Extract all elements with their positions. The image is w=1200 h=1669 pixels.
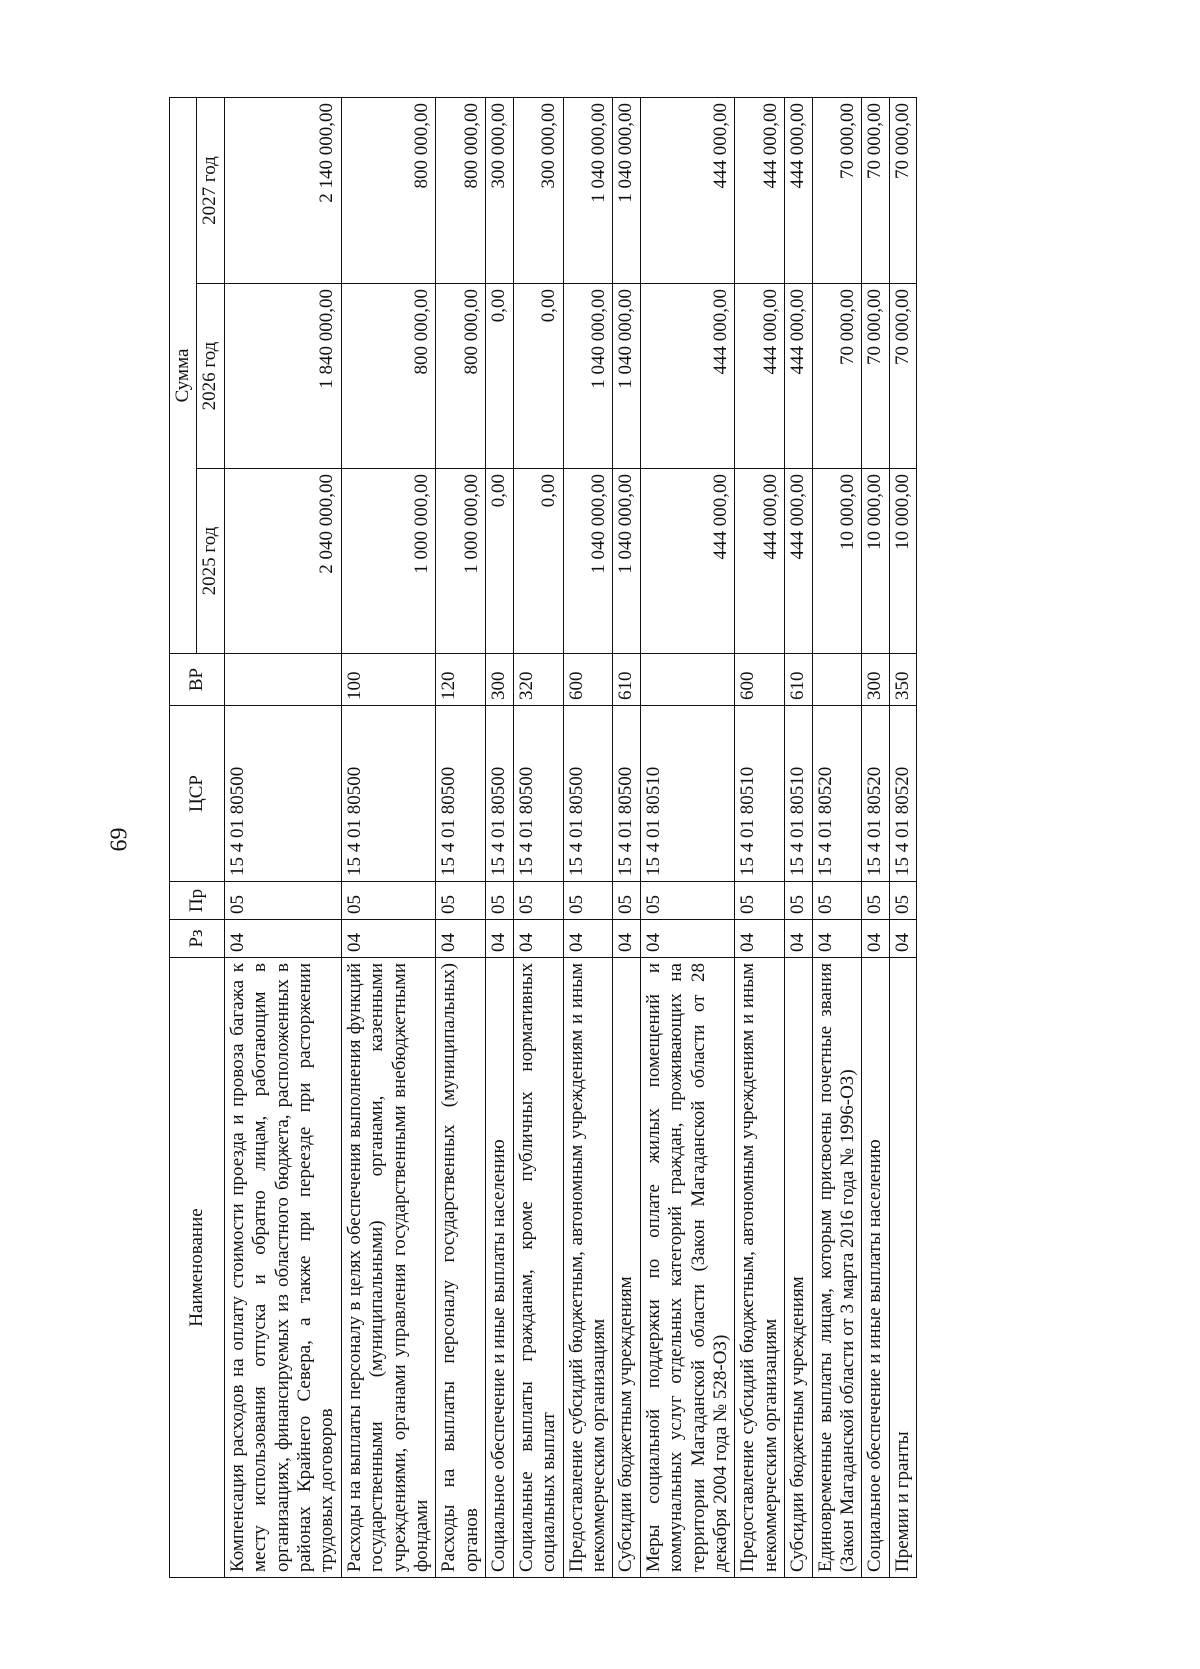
table-row bbox=[640, 97, 735, 1577]
header-name: Наименование bbox=[170, 958, 225, 1578]
row-name: Социальные выплаты гражданам, кроме публичных нормативных социальных выплат bbox=[513, 958, 563, 1578]
header-pr: Пр bbox=[170, 882, 225, 920]
table-row bbox=[513, 97, 563, 1577]
row-amount-2027: 444 000,00 bbox=[785, 97, 812, 283]
row-pr: 05 bbox=[224, 882, 341, 920]
row-rz: 04 bbox=[436, 920, 486, 958]
row-name: Социальное обеспечение и иные выплаты населению bbox=[862, 958, 889, 1578]
row-csr: 15 4 01 80520 bbox=[889, 706, 916, 882]
row-name: Компенсация расходов на оплату стоимости проезда и провоза багажа к месту использования отпуска и обратно лицам, работающим в организациях, финансируемых из областного бюджета, расположенных в районах Крайнего Севера, а также при переезде при расторжении трудовых договоров bbox=[224, 958, 341, 1578]
row-amount-2027: 300 000,00 bbox=[513, 97, 563, 283]
header-vr: ВР bbox=[170, 654, 225, 706]
row-csr: 15 4 01 80520 bbox=[812, 706, 862, 882]
row-pr: 05 bbox=[341, 882, 436, 920]
row-amount-2026: 444 000,00 bbox=[785, 284, 812, 469]
row-name: Субсидии бюджетным учреждениям bbox=[785, 958, 812, 1578]
row-amount-2025: 1 040 000,00 bbox=[563, 469, 613, 654]
row-pr: 05 bbox=[436, 882, 486, 920]
row-amount-2025: 10 000,00 bbox=[812, 469, 862, 654]
table-row bbox=[563, 97, 613, 1577]
row-vr: 300 bbox=[486, 654, 513, 706]
row-csr: 15 4 01 80500 bbox=[224, 706, 341, 882]
header-sum: Сумма bbox=[170, 97, 197, 653]
row-name: Единовременные выплаты лицам, которым присвоены почетные звания (Закон Магаданской области от 3 марта 2016 года № 1996-ОЗ) bbox=[812, 958, 862, 1578]
row-amount-2025: 0,00 bbox=[486, 469, 513, 654]
row-name: Субсидии бюджетным учреждениям bbox=[613, 958, 640, 1578]
row-rz: 04 bbox=[486, 920, 513, 958]
row-amount-2026: 70 000,00 bbox=[812, 284, 862, 469]
row-amount-2027: 800 000,00 bbox=[341, 97, 436, 283]
row-vr bbox=[640, 654, 735, 706]
row-csr: 15 4 01 80500 bbox=[341, 706, 436, 882]
row-pr: 05 bbox=[563, 882, 613, 920]
row-amount-2026: 0,00 bbox=[486, 284, 513, 469]
row-vr: 600 bbox=[735, 654, 785, 706]
row-rz: 04 bbox=[613, 920, 640, 958]
row-vr bbox=[812, 654, 862, 706]
row-vr: 100 bbox=[341, 654, 436, 706]
row-amount-2026: 800 000,00 bbox=[341, 284, 436, 469]
row-rz: 04 bbox=[341, 920, 436, 958]
row-vr: 350 bbox=[889, 654, 916, 706]
row-csr: 15 4 01 80510 bbox=[785, 706, 812, 882]
header-2025: 2025 год bbox=[197, 469, 224, 654]
row-rz: 04 bbox=[563, 920, 613, 958]
row-rz: 04 bbox=[862, 920, 889, 958]
table-row bbox=[613, 97, 640, 1577]
row-amount-2027: 70 000,00 bbox=[862, 97, 889, 283]
row-pr: 05 bbox=[862, 882, 889, 920]
row-amount-2025: 10 000,00 bbox=[862, 469, 889, 654]
row-name: Премии и гранты bbox=[889, 958, 916, 1578]
row-name: Предоставление субсидий бюджетным, автономным учреждениям и иным некоммерческим организациям bbox=[735, 958, 785, 1578]
table-row bbox=[862, 97, 889, 1577]
row-amount-2027: 1 040 000,00 bbox=[563, 97, 613, 283]
row-csr: 15 4 01 80500 bbox=[613, 706, 640, 882]
row-name: Расходы на выплаты персоналу государственных (муниципальных) органов bbox=[436, 958, 486, 1578]
budget-table bbox=[169, 97, 917, 1578]
row-amount-2027: 70 000,00 bbox=[889, 97, 916, 283]
row-name: Социальное обеспечение и иные выплаты населению bbox=[486, 958, 513, 1578]
table-row bbox=[486, 97, 513, 1577]
row-vr: 610 bbox=[613, 654, 640, 706]
table-row bbox=[785, 97, 812, 1577]
row-amount-2027: 2 140 000,00 bbox=[224, 97, 341, 283]
row-csr: 15 4 01 80500 bbox=[513, 706, 563, 882]
row-vr: 120 bbox=[436, 654, 486, 706]
row-name: Предоставление субсидий бюджетным, автономным учреждениям и иным некоммерческим организациям bbox=[563, 958, 613, 1578]
row-amount-2025: 10 000,00 bbox=[889, 469, 916, 654]
row-amount-2027: 300 000,00 bbox=[486, 97, 513, 283]
table-row bbox=[812, 97, 862, 1577]
row-amount-2026: 800 000,00 bbox=[436, 284, 486, 469]
row-pr: 05 bbox=[513, 882, 563, 920]
row-rz: 04 bbox=[812, 920, 862, 958]
row-pr: 05 bbox=[889, 882, 916, 920]
row-amount-2026: 1 840 000,00 bbox=[224, 284, 341, 469]
row-rz: 04 bbox=[513, 920, 563, 958]
header-rz: Рз bbox=[170, 920, 225, 958]
row-amount-2025: 0,00 bbox=[513, 469, 563, 654]
row-rz: 04 bbox=[889, 920, 916, 958]
table-row bbox=[436, 97, 486, 1577]
row-amount-2025: 1 040 000,00 bbox=[613, 469, 640, 654]
row-vr: 300 bbox=[862, 654, 889, 706]
row-name: Расходы на выплаты персоналу в целях обеспечения выполнения функций государственными (муниципальными) органами, казенными учреждениями, органами управления государственными внебюджетными фондами bbox=[341, 958, 436, 1578]
row-csr: 15 4 01 80500 bbox=[436, 706, 486, 882]
row-amount-2027: 70 000,00 bbox=[812, 97, 862, 283]
row-amount-2025: 1 000 000,00 bbox=[436, 469, 486, 654]
row-vr bbox=[224, 654, 341, 706]
row-amount-2026: 1 040 000,00 bbox=[613, 284, 640, 469]
row-csr: 15 4 01 80500 bbox=[486, 706, 513, 882]
row-vr: 610 bbox=[785, 654, 812, 706]
row-rz: 04 bbox=[640, 920, 735, 958]
row-pr: 05 bbox=[613, 882, 640, 920]
table-row bbox=[341, 97, 436, 1577]
row-amount-2026: 444 000,00 bbox=[735, 284, 785, 469]
row-amount-2026: 70 000,00 bbox=[862, 284, 889, 469]
row-pr: 05 bbox=[785, 882, 812, 920]
row-amount-2026: 70 000,00 bbox=[889, 284, 916, 469]
row-pr: 05 bbox=[640, 882, 735, 920]
table-body bbox=[224, 97, 916, 1577]
row-pr: 05 bbox=[735, 882, 785, 920]
table-row bbox=[735, 97, 785, 1577]
row-csr: 15 4 01 80520 bbox=[862, 706, 889, 882]
header-csr: ЦСР bbox=[170, 706, 225, 882]
row-rz: 04 bbox=[735, 920, 785, 958]
row-amount-2026: 1 040 000,00 bbox=[563, 284, 613, 469]
row-rz: 04 bbox=[785, 920, 812, 958]
row-amount-2026: 0,00 bbox=[513, 284, 563, 469]
row-rz: 04 bbox=[224, 920, 341, 958]
table-row bbox=[224, 97, 341, 1577]
row-amount-2026: 444 000,00 bbox=[640, 284, 735, 469]
row-amount-2025: 2 040 000,00 bbox=[224, 469, 341, 654]
header-2027: 2027 год bbox=[197, 97, 224, 283]
row-amount-2025: 444 000,00 bbox=[735, 469, 785, 654]
row-amount-2025: 444 000,00 bbox=[640, 469, 735, 654]
header-row-1 bbox=[170, 97, 197, 1577]
row-vr: 600 bbox=[563, 654, 613, 706]
row-amount-2027: 800 000,00 bbox=[436, 97, 486, 283]
row-amount-2025: 1 000 000,00 bbox=[341, 469, 436, 654]
rotated-table-container bbox=[169, 98, 1029, 1578]
page-number: 69 bbox=[106, 827, 133, 852]
row-amount-2025: 444 000,00 bbox=[785, 469, 812, 654]
row-amount-2027: 1 040 000,00 bbox=[613, 97, 640, 283]
row-csr: 15 4 01 80500 bbox=[563, 706, 613, 882]
header-2026: 2026 год bbox=[197, 284, 224, 469]
row-csr: 15 4 01 80510 bbox=[640, 706, 735, 882]
row-vr: 320 bbox=[513, 654, 563, 706]
row-pr: 05 bbox=[486, 882, 513, 920]
row-name: Меры социальной поддержки по оплате жилых помещений и коммунальных услуг отдельных категорий граждан, проживающих на территории Магаданской области (Закон Магаданской области от 28 декабря 2004 года № 528-ОЗ) bbox=[640, 958, 735, 1578]
table-row bbox=[889, 97, 916, 1577]
row-amount-2027: 444 000,00 bbox=[735, 97, 785, 283]
row-amount-2027: 444 000,00 bbox=[640, 97, 735, 283]
row-csr: 15 4 01 80510 bbox=[735, 706, 785, 882]
row-pr: 05 bbox=[812, 882, 862, 920]
